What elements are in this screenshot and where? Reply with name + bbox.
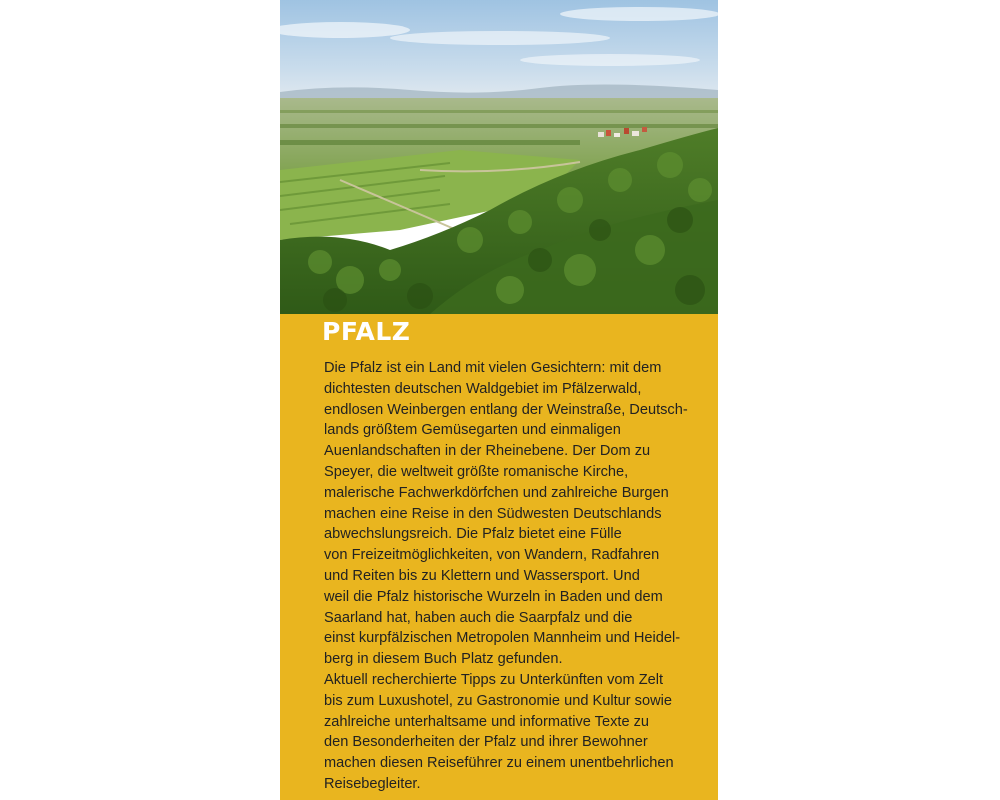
description-line: Speyer, die weltweit größte romanische Kirche, <box>324 463 629 480</box>
description-panel <box>280 314 718 800</box>
description-line: Saarland hat, haben auch die Saarpfalz und die <box>324 609 633 626</box>
landscape-illustration <box>280 0 718 314</box>
description-line: Auenlandschaften in der Rheinebene. Der Dom zu <box>324 443 651 460</box>
description-line: Reisebegleiter. <box>324 775 421 792</box>
description-line: berg in diesem Buch Platz gefunden. <box>324 651 563 668</box>
description-line: machen diesen Reiseführer zu einem unentbehrlichen <box>324 755 674 772</box>
description-line: weil die Pfalz historische Wurzeln in Baden und dem <box>324 588 663 605</box>
description-line: endlosen Weinbergen entlang der Weinstraße, Deutsch- <box>324 401 688 418</box>
description-line: dichtesten deutschen Waldgebiet im Pfälzerwald, <box>324 380 642 397</box>
description-line: von Freizeitmöglichkeiten, von Wandern, Radfahren <box>324 547 660 564</box>
description-line: Die Pfalz ist ein Land mit vielen Gesichtern: mit dem <box>324 360 662 376</box>
description-line: und Reiten bis zu Klettern und Wassersport. Und <box>324 567 640 584</box>
description-line: den Besonderheiten der Pfalz und ihrer Bewohner <box>324 734 648 751</box>
book-title: PFALZ <box>322 317 411 346</box>
description-line: zahlreiche unterhaltsame und informative Texte zu <box>324 713 650 730</box>
book-cover <box>280 0 718 800</box>
description-line: einst kurpfälzischen Metropolen Mannheim und Heidel- <box>324 630 681 647</box>
description-line: malerische Fachwerkdörfchen und zahlreiche Burgen <box>324 484 669 501</box>
landscape-photo <box>280 0 718 314</box>
description-line: abwechslungsreich. Die Pfalz bietet eine Fülle <box>324 526 622 543</box>
description-line: machen eine Reise in den Südwesten Deutschlands <box>324 505 662 522</box>
description-line: Aktuell recherchierte Tipps zu Unterkünften vom Zelt <box>324 671 664 688</box>
description-line: lands größtem Gemüsegarten und einmaligen <box>324 422 621 439</box>
book-description <box>324 358 704 795</box>
description-line: bis zum Luxushotel, zu Gastronomie und Kultur sowie <box>324 692 672 709</box>
